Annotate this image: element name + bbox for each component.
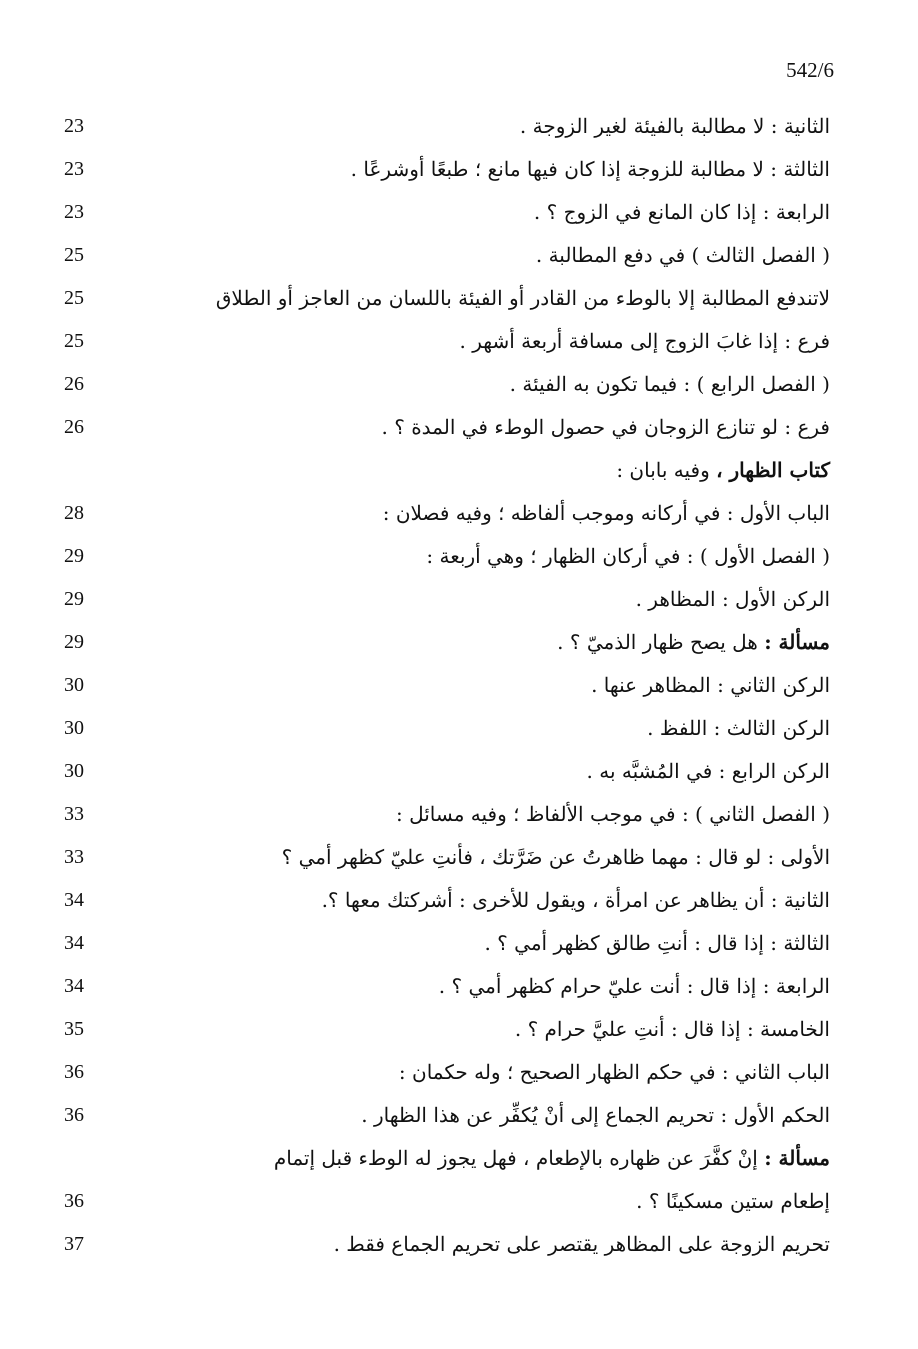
toc-entry-text: الركن الأول : المظاهر . [635, 587, 830, 611]
toc-entry-text: الركن الرابع : في المُشبَّه به . [586, 759, 830, 783]
toc-entry-title [274, 1141, 830, 1175]
toc-entry [0, 1180, 918, 1223]
toc-entry-title [396, 797, 830, 831]
toc-entry-text: تحريم الزوجة على المظاهر يقتصر على تحريم الجماع فقط . [333, 1232, 830, 1256]
table-of-contents [0, 105, 918, 1266]
toc-entry-text: ( الفصل الثاني ) : في موجب الألفاظ ؛ وفيه مسائل : [395, 802, 830, 826]
toc-entry-page-number: 33 [64, 803, 84, 825]
toc-entry-page-number: 34 [64, 932, 84, 954]
toc-entry [0, 707, 918, 750]
toc-entry [0, 277, 918, 320]
toc-entry-page-number: 30 [64, 760, 84, 782]
toc-entry-title [515, 1012, 830, 1046]
toc-entry [0, 191, 918, 234]
toc-entry-title [557, 625, 830, 659]
page-number: 542/6 [786, 58, 834, 82]
toc-entry-text: إنْ كفَّرَ عن ظهاره بالإطعام ، فهل يجوز له الوطء قبل إتمام [273, 1146, 765, 1170]
toc-entry-page-number: 34 [64, 889, 84, 911]
toc-entry [0, 1094, 918, 1137]
toc-entry-page-number: 23 [64, 115, 84, 137]
toc-entry-text: إطعام ستين مسكينًا ؟ . [636, 1189, 830, 1213]
toc-entry-text: لاتندفع المطالبة إلا بالوطء من القادر أو الفيئة باللسان من العاجز أو الطلاق [215, 286, 830, 310]
toc-entry-title [334, 1227, 830, 1261]
toc-entry-text: الركن الثالث : اللفظ . [647, 716, 830, 740]
toc-entry-title [636, 582, 830, 616]
toc-entry [0, 320, 918, 363]
toc-entry [0, 578, 918, 621]
toc-entry-page-number: 25 [64, 330, 84, 352]
toc-entry-page-number: 29 [64, 631, 84, 653]
toc-entry-text: الخامسة : إذا قال : أنتِ عليَّ حرام ؟ . [514, 1017, 830, 1041]
toc-entry-title [361, 1098, 830, 1132]
toc-entry-page-number: 35 [64, 1018, 84, 1040]
toc-entry-title [426, 539, 830, 573]
toc-entry [0, 664, 918, 707]
toc-entry-page-number: 37 [64, 1233, 84, 1255]
toc-entry-text: الباب الثاني : في حكم الظهار الصحيح ؛ وله حكمان : [398, 1060, 830, 1084]
toc-entry-page-number: 23 [64, 158, 84, 180]
toc-entry [0, 406, 918, 449]
toc-entry-title [636, 1184, 830, 1218]
toc-entry-page-number: 23 [64, 201, 84, 223]
toc-entry [0, 793, 918, 836]
toc-entry-page-number: 34 [64, 975, 84, 997]
toc-entry-text: وفيه بابان : [616, 458, 717, 482]
toc-entry-text: الرابعة : إذا قال : أنت عليّ حرام كظهر أمي ؟ . [438, 974, 830, 998]
toc-entry-text: ( الفصل الرابع ) : فيما تكون به الفيئة . [509, 372, 830, 396]
toc-entry [0, 621, 918, 664]
toc-entry-page-number: 25 [64, 244, 84, 266]
toc-entry [0, 492, 918, 535]
toc-entry-text: الثانية : لا مطالبة بالفيئة لغير الزوجة . [519, 114, 830, 138]
toc-entry [0, 105, 918, 148]
toc-entry-page-number: 28 [64, 502, 84, 524]
toc-entry-text: الرابعة : إذا كان المانع في الزوج ؟ . [533, 200, 830, 224]
toc-entry-text: الثالثة : إذا قال : أنتِ طالق كظهر أمي ؟ . [484, 931, 830, 955]
toc-entry-text: الركن الثاني : المظاهر عنها . [591, 673, 830, 697]
toc-entry-title [351, 152, 830, 186]
toc-entry-title [439, 969, 830, 1003]
toc-entry-text: الباب الأول : في أركانه وموجب ألفاظه ؛ وفيه فصلان : [382, 501, 830, 525]
toc-entry-page-number: 36 [64, 1190, 84, 1212]
toc-entry-title [484, 926, 830, 960]
toc-entry-text: الثانية : أن يظاهر عن امرأة ، ويقول للأخرى : أشركتك معها ؟. [321, 888, 830, 912]
toc-entry-text: الثالثة : لا مطالبة للزوجة إذا كان فيها مانع ؛ طبعًا أوشرعًا . [350, 157, 830, 181]
toc-entry-lead: كتاب الظهار ، [716, 458, 830, 482]
toc-entry-title [382, 410, 830, 444]
toc-entry [0, 750, 918, 793]
toc-entry-title [282, 840, 830, 874]
toc-entry [0, 1051, 918, 1094]
toc-entry-page-number: 25 [64, 287, 84, 309]
toc-entry [0, 363, 918, 406]
toc-entry-page-number: 30 [64, 717, 84, 739]
toc-entry-text: ( الفصل الأول ) : في أركان الظهار ؛ وهي أربعة : [426, 544, 830, 568]
toc-entry-text: الحكم الأول : تحريم الجماع إلى أنْ يُكفِّر عن هذا الظهار . [361, 1103, 830, 1127]
toc-entry-page-number: 26 [64, 416, 84, 438]
toc-entry-lead: مسألة : [764, 630, 830, 654]
toc-entry-page-number: 29 [64, 588, 84, 610]
toc-entry-page-number: 36 [64, 1061, 84, 1083]
toc-entry-title [534, 195, 830, 229]
toc-entry-text: فرع : إذا غابَ الزوج إلى مسافة أربعة أشهر . [459, 329, 830, 353]
toc-entry-page-number: 33 [64, 846, 84, 868]
toc-entry-title [383, 496, 830, 530]
toc-entry-title [216, 281, 830, 315]
toc-entry [0, 1223, 918, 1266]
toc-entry-lead: مسألة : [764, 1146, 830, 1170]
toc-entry-text: فرع : لو تنازع الزوجان في حصول الوطء في المدة ؟ . [381, 415, 830, 439]
toc-entry [0, 965, 918, 1008]
toc-entry-title [591, 668, 830, 702]
toc-entry [0, 1137, 918, 1180]
toc-entry-title [587, 754, 830, 788]
toc-entry-title [616, 453, 830, 487]
toc-entry [0, 879, 918, 922]
toc-entry-text: ( الفصل الثالث ) في دفع المطالبة . [535, 243, 830, 267]
toc-entry-text: هل يصح ظهار الذميّ ؟ . [557, 630, 765, 654]
toc-entry [0, 449, 918, 492]
toc-entry-title [460, 324, 830, 358]
toc-entry [0, 148, 918, 191]
toc-entry [0, 836, 918, 879]
toc-entry [0, 922, 918, 965]
toc-entry-title [647, 711, 830, 745]
toc-entry-title [520, 109, 830, 143]
toc-entry-page-number: 26 [64, 373, 84, 395]
toc-entry-title [536, 238, 830, 272]
toc-entry-title [510, 367, 830, 401]
toc-entry [0, 1008, 918, 1051]
toc-entry-page-number: 29 [64, 545, 84, 567]
toc-entry-page-number: 30 [64, 674, 84, 696]
toc-entry [0, 234, 918, 277]
toc-entry-page-number: 36 [64, 1104, 84, 1126]
toc-entry-title [322, 883, 830, 917]
toc-entry [0, 535, 918, 578]
toc-entry-text: الأولى : لو قال : مهما ظاهرتُ عن ضَرَّتك ، فأنتِ عليّ كظهر أمي ؟ [281, 845, 830, 869]
toc-entry-title [399, 1055, 830, 1089]
